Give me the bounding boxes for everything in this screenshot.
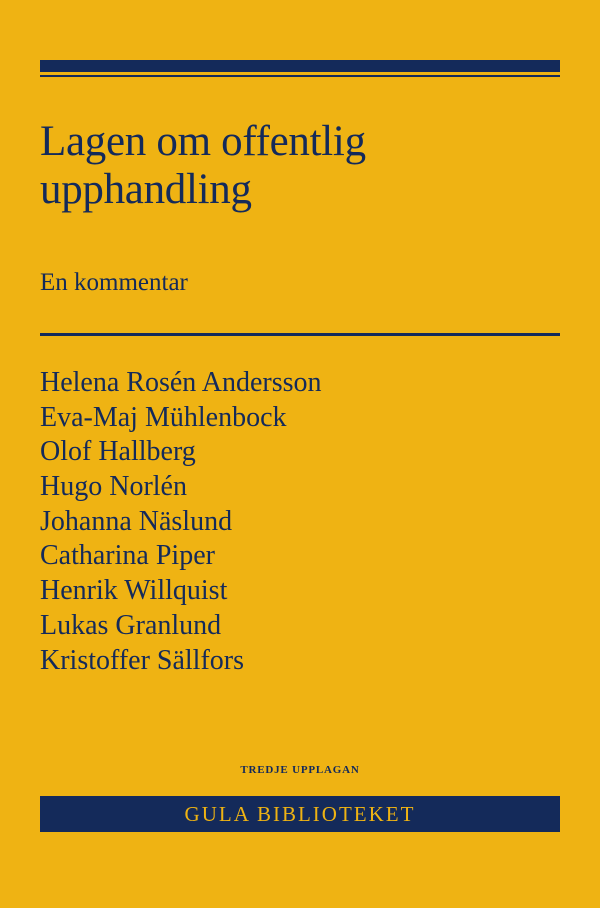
top-double-rule: [40, 60, 560, 77]
series-band: [40, 796, 560, 832]
author-list: [40, 366, 322, 678]
series-name: GULA BIBLIOTEKET: [184, 802, 416, 826]
edition-label: TREDJE UPPLAGAN: [240, 764, 360, 776]
author-name: Henrik Willquist: [40, 575, 228, 607]
middle-rule: [40, 333, 560, 336]
author-name: Catharina Piper: [40, 540, 215, 572]
author-name: Helena Rosén Andersson: [40, 367, 322, 398]
book-title-line-2: upphandling: [40, 166, 252, 213]
author-name: Eva-Maj Mühlenbock: [40, 401, 287, 433]
author-name: Olof Hallberg: [40, 436, 196, 468]
book-subtitle: En kommentar: [40, 269, 188, 296]
book-title: [40, 118, 560, 214]
author-name: Johanna Näslund: [40, 505, 233, 537]
author-name: Hugo Norlén: [40, 471, 187, 503]
author-name: Lukas Granlund: [40, 609, 222, 641]
author-name: Kristoffer Sällfors: [40, 644, 244, 676]
book-title-line-1: Lagen om offentlig: [40, 118, 366, 165]
top-rule-thick: [40, 60, 560, 72]
top-rule-thin: [40, 75, 560, 77]
